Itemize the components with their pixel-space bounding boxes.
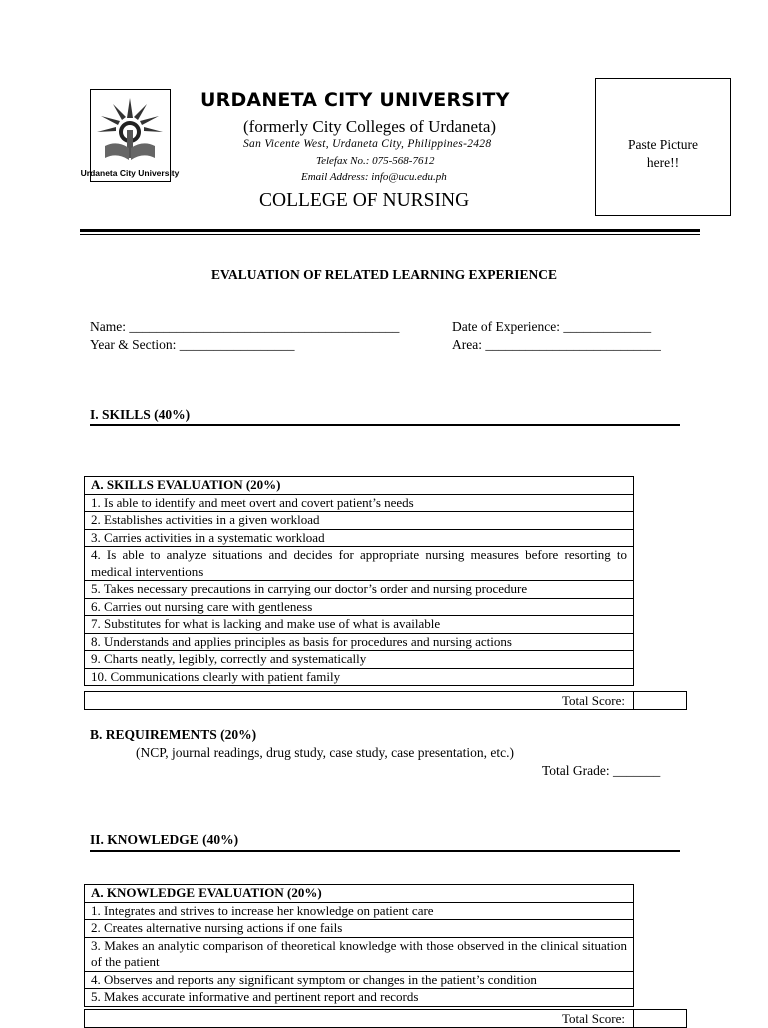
knowledge-table-title: A. KNOWLEDGE EVALUATION (20%): [85, 885, 634, 903]
table-row: [85, 989, 634, 1007]
photo-placeholder-text: Paste Picture here!!: [627, 137, 699, 170]
date-of-experience-field[interactable]: Date of Experience: _____________: [452, 319, 652, 334]
knowledge-item: 2. Creates alternative nursing actions if one fails: [85, 920, 634, 938]
requirements-total-grade[interactable]: Total Grade: _______: [542, 763, 661, 778]
svg-text:Urdaneta City University: Urdaneta City University: [80, 168, 180, 178]
skills-heading: I. SKILLS (40%): [90, 407, 191, 422]
year-section-field[interactable]: Year & Section: _________________: [90, 337, 295, 352]
knowledge-total-row: [84, 1009, 687, 1028]
knowledge-heading: II. KNOWLEDGE (40%): [90, 832, 239, 847]
knowledge-total-label: Total Score:: [562, 1011, 625, 1026]
university-seal-icon: [80, 90, 180, 181]
skills-item: 6. Carries out nursing care with gentleness: [85, 598, 634, 616]
email-address: Email Address: info@ucu.edu.ph: [301, 171, 447, 183]
area-field[interactable]: Area: __________________________: [452, 337, 661, 352]
table-row: [85, 547, 634, 581]
photo-placeholder[interactable]: [595, 78, 731, 216]
skills-item: 7. Substitutes for what is lacking and make use of what is available: [85, 616, 634, 634]
table-row: [85, 902, 634, 920]
knowledge-item: 3. Makes an analytic comparison of theoretical knowledge with those observed in the clinical situation of the patient: [85, 937, 634, 971]
skills-total-row: [84, 691, 687, 710]
skills-item: 3. Carries activities in a systematic workload: [85, 529, 634, 547]
skills-item: 9. Charts neatly, legibly, correctly and systematically: [85, 651, 634, 669]
table-row: [85, 920, 634, 938]
name-field[interactable]: Name: ________________________________________: [90, 319, 400, 334]
table-row: [85, 633, 634, 651]
skills-item: 5. Takes necessary precautions in carrying our doctor’s order and nursing procedure: [85, 581, 634, 599]
knowledge-item: 1. Integrates and strives to increase her knowledge on patient care: [85, 902, 634, 920]
skills-item: 10. Communications clearly with patient family: [85, 668, 634, 686]
university-logo: [80, 89, 180, 182]
skills-item: 8. Understands and applies principles as basis for procedures and nursing actions: [85, 633, 634, 651]
knowledge-item: 5. Makes accurate informative and pertinent report and records: [85, 989, 634, 1007]
table-row: [85, 512, 634, 530]
table-header-row: [85, 885, 634, 903]
skills-total-score-cell[interactable]: [633, 692, 686, 709]
table-row: [85, 529, 634, 547]
requirements-note: (NCP, journal readings, drug study, case study, case presentation, etc.): [136, 745, 515, 760]
form-title: EVALUATION OF RELATED LEARNING EXPERIENCE: [210, 267, 558, 282]
skills-item: 4. Is able to analyze situations and decides for appropriate nursing measures before resorting to medical interventions: [85, 547, 634, 581]
header-rule-thin: [80, 234, 700, 235]
header-rule-thick: [80, 229, 700, 232]
table-row: [85, 494, 634, 512]
skills-evaluation-table: [84, 476, 634, 686]
table-row: [85, 581, 634, 599]
skills-item: 1. Is able to identify and meet overt and covert patient’s needs: [85, 494, 634, 512]
college-name: COLLEGE OF NURSING: [259, 190, 470, 211]
table-header-row: [85, 477, 634, 495]
skills-total-label: Total Score:: [562, 693, 625, 708]
requirements-heading: B. REQUIREMENTS (20%): [90, 727, 257, 742]
skills-table-title: A. SKILLS EVALUATION (20%): [85, 477, 634, 495]
table-row: [85, 598, 634, 616]
table-row: [85, 651, 634, 669]
university-address: San Vicente West, Urdaneta City, Philippines-2428: [243, 138, 492, 150]
knowledge-total-score-cell[interactable]: [633, 1010, 686, 1027]
university-name: URDANETA CITY UNIVERSITY: [200, 89, 510, 111]
table-row: [85, 668, 634, 686]
knowledge-item: 4. Observes and reports any significant symptom or changes in the patient’s condition: [85, 971, 634, 989]
knowledge-evaluation-table: [84, 884, 634, 1007]
former-name: (formerly City Colleges of Urdaneta): [243, 117, 497, 136]
knowledge-heading-rule: [90, 850, 680, 852]
skills-heading-rule: [90, 424, 680, 426]
telefax: Telefax No.: 075-568-7612: [316, 155, 435, 167]
skills-item: 2. Establishes activities in a given workload: [85, 512, 634, 530]
table-row: [85, 971, 634, 989]
table-row: [85, 937, 634, 971]
table-row: [85, 616, 634, 634]
